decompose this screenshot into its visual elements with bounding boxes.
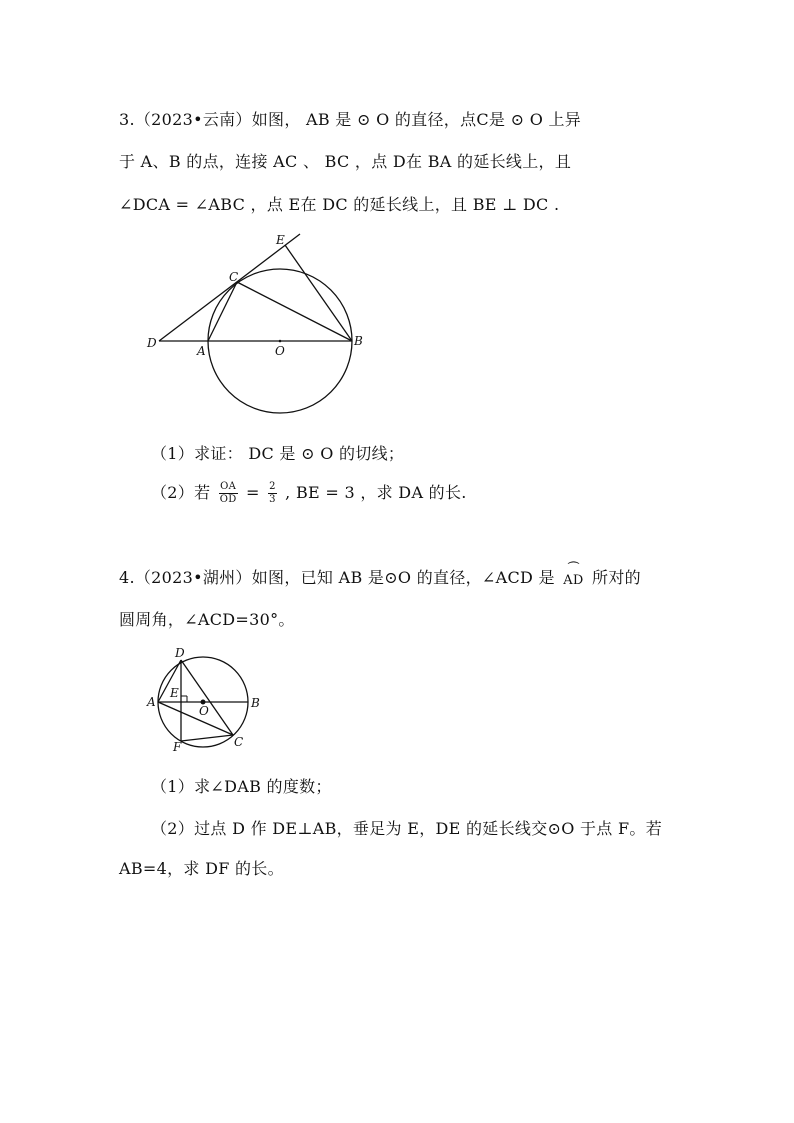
q3-line-1: 3.（2023•云南）如图， AB 是 ⊙ O 的直径，点C是 ⊙ O 上异 <box>119 110 582 129</box>
q3-line-eb <box>285 245 352 341</box>
q4-line-2: 圆周角，∠ACD=30°。 <box>119 610 295 629</box>
q4-part-2-line-2: AB=4，求 DF 的长。 <box>119 859 284 878</box>
q4-figure <box>140 640 270 752</box>
q4-line-fc <box>181 735 233 741</box>
q3-part-2-suffix: , BE = 3 ，求 DA 的长. <box>285 483 467 502</box>
q4-line-1 <box>119 561 641 588</box>
q3-fraction-oa-od <box>219 481 238 506</box>
q4-line-1-suffix: 所对的 <box>592 568 641 587</box>
q3-frac2-den: 3 <box>269 494 276 505</box>
q4-label-b: B <box>251 696 260 710</box>
q3-line-cb <box>237 282 352 341</box>
q4-label-e: E <box>170 686 179 700</box>
q3-fraction-2-3 <box>268 481 277 506</box>
q3-frac1-den: OD <box>219 494 237 505</box>
q4-label-c: C <box>234 735 244 749</box>
q4-arc-ad <box>563 561 584 588</box>
q4-label-d: D <box>175 646 185 660</box>
q3-label-a: A <box>197 344 206 358</box>
q3-frac2-num: 2 <box>269 481 276 492</box>
q3-label-b: B <box>354 334 363 348</box>
q4-part-2-line-1: （2）过点 D 作 DE⊥AB，垂足为 E，DE 的延长线交⊙O 于点 F。若 <box>151 819 662 838</box>
q4-part-1: （1）求∠DAB 的度数； <box>151 777 332 796</box>
q3-line-3: ∠DCA = ∠ABC ，点 E在 DC 的延长线上，且 BE ⊥ DC . <box>119 195 560 214</box>
q3-label-c: C <box>229 270 239 284</box>
q3-label-d: D <box>147 336 157 350</box>
q3-part-2-prefix: （2）若 <box>151 483 211 502</box>
q3-part-1: （1）求证： DC 是 ⊙ O 的切线； <box>151 444 405 463</box>
q3-label-e: E <box>276 233 285 247</box>
q3-line-2: 于 A、B 的点，连接 AC 、 BC ，点 D在 BA 的延长线上，且 <box>119 152 572 171</box>
q3-line-ac <box>208 282 237 341</box>
q3-figure <box>140 228 370 420</box>
q3-label-o: O <box>275 344 285 358</box>
q4-arc-mark: ⏜ <box>567 561 580 575</box>
q3-part-2 <box>151 480 467 506</box>
q4-arc-label: AD <box>563 573 584 588</box>
q4-label-f: F <box>173 740 182 752</box>
q4-line-1-prefix: 4.（2023•湖州）如图，已知 AB 是⊙O 的直径，∠ACD 是 <box>119 568 555 587</box>
q3-center-dot <box>279 340 282 343</box>
q4-label-o: O <box>199 704 209 718</box>
q3-line-de <box>159 234 300 341</box>
q3-eq-sign: = <box>246 483 260 502</box>
q4-label-a: A <box>147 695 156 709</box>
q3-frac1-num: OA <box>220 481 237 492</box>
